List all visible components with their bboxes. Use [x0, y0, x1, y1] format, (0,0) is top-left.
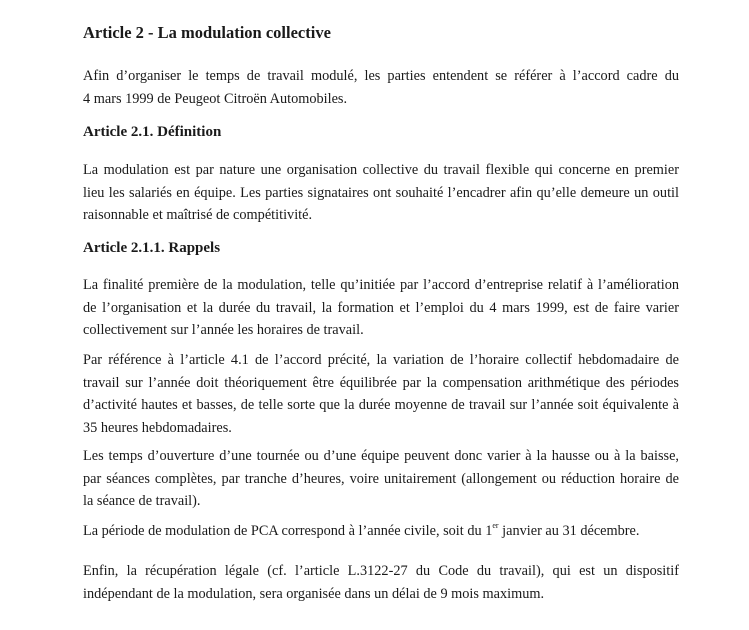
paragraph-line: 35 heures hebdomadaires. [83, 419, 232, 436]
article-2-heading: Article 2 - La modulation collective [83, 23, 331, 42]
paragraph-line: la séance de travail). [83, 493, 201, 509]
article-2-1-paragraph [83, 159, 679, 227]
paragraph-line: indépendant de la modulation, sera organisée dans un délai de 9 mois maximum. [83, 585, 545, 602]
paragraph-line: collectivement sur l’année les horaires de travail. [83, 322, 364, 338]
paragraph-line: lieu les salariés en équipe. Les parties signataires ont souhaité l’encadrer afin qu’elle demeure un outil [83, 184, 679, 201]
paragraph-line: travail sur l’année doit théoriquement être équilibrée par la compensation arithmétique des périodes [83, 374, 679, 391]
paragraph-line: Afin d’organiser le temps de travail modulé, les parties entendent se référer à l’accord cadre du [83, 68, 679, 84]
article-2-1-1-heading: Article 2.1.1. Rappels [83, 240, 221, 256]
paragraph-line: Par référence à l’article 4.1 de l’accord précité, la variation de l’horaire collectif hebdomadaire de [83, 352, 679, 368]
article-2-1-heading: Article 2.1. Définition [83, 124, 222, 140]
rappels-paragraph-3 [83, 445, 679, 513]
paragraph-line [83, 520, 679, 543]
rappels-paragraph-1 [83, 274, 679, 342]
paragraph-line: raisonnable et maîtrisé de compétitivité. [83, 207, 313, 223]
rappels-paragraph-2 [83, 349, 679, 439]
paragraph-line: d’activité hautes et basses, de telle sorte que la durée moyenne de travail sur l’année soit équivalente à [83, 397, 679, 413]
superscript: er [492, 521, 499, 530]
paragraph-line: Les temps d’ouverture d’une tournée ou d’une équipe peuvent donc varier à la hausse ou à la baisse, [83, 448, 679, 464]
rappels-paragraph-4 [83, 520, 679, 543]
paragraph-line: par séances complètes, par tranche d’heures, voire unitairement (allongement ou réduction horaire de [83, 470, 679, 487]
paragraph-line: de l’organisation et la durée du travail, la formation et l’emploi du 4 mars 1999, est de faire varier [83, 299, 679, 316]
paragraph-line: La modulation est par nature une organisation collective du travail flexible qui concerne en premier [83, 162, 679, 178]
article-2-intro-paragraph [83, 65, 679, 110]
para4-text-before: La période de modulation de PCA correspond à l’année civile, soit du 1 [83, 523, 493, 539]
para4-text-after: janvier au 31 décembre. [498, 523, 640, 539]
paragraph-line: 4 mars 1999 de Peugeot Citroën Automobiles. [83, 90, 348, 107]
paragraph-line: Enfin, la récupération légale (cf. l’article L.3122-27 du Code du travail), qui est un dispositif [83, 563, 679, 579]
paragraph-line: La finalité première de la modulation, telle qu’initiée par l’accord d’entreprise relatif à l’amélioration [83, 277, 679, 293]
rappels-paragraph-5 [83, 560, 679, 605]
